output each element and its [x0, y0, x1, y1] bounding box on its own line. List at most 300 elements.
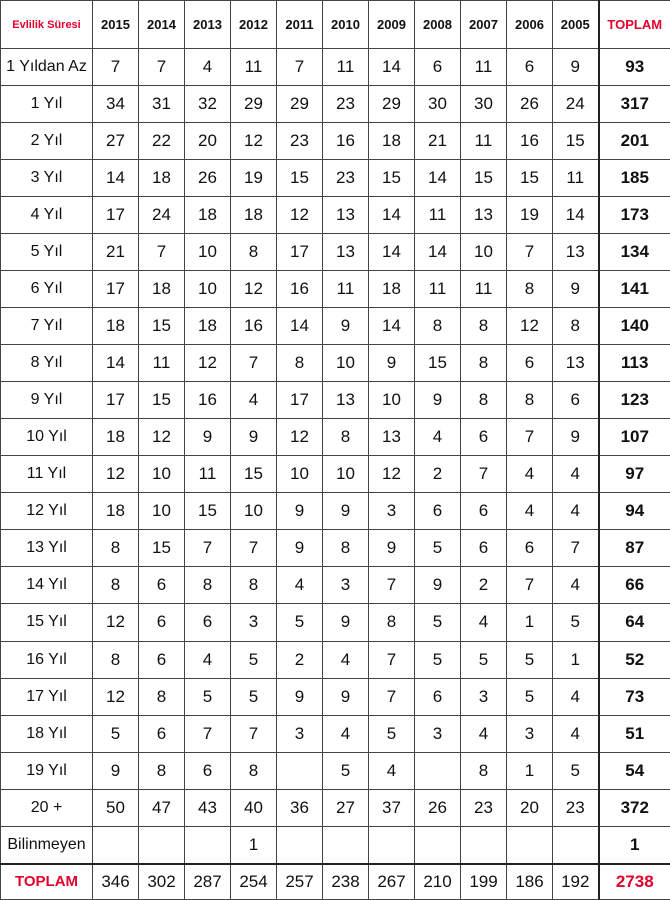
- row-label: 19 Yıl: [1, 752, 93, 789]
- table-cell: 7: [507, 234, 553, 271]
- table-cell: 3: [415, 715, 461, 752]
- table-cell: 9: [277, 493, 323, 530]
- table-cell: 8: [461, 382, 507, 419]
- footer-cell: 302: [139, 864, 185, 900]
- table-cell: 4: [369, 752, 415, 789]
- table-cell: 16: [185, 382, 231, 419]
- table-cell: 7: [507, 419, 553, 456]
- row-label: 6 Yıl: [1, 271, 93, 308]
- table-cell: 13: [553, 345, 599, 382]
- table-cell: 15: [139, 308, 185, 345]
- table-cell: 12: [93, 456, 139, 493]
- row-label: 18 Yıl: [1, 715, 93, 752]
- table-cell: 8: [461, 752, 507, 789]
- table-cell: 7: [461, 456, 507, 493]
- table-cell: 8: [461, 308, 507, 345]
- table-cell: 4: [461, 715, 507, 752]
- table-cell: 6: [461, 419, 507, 456]
- table-cell: 18: [185, 197, 231, 234]
- corner-header: Evlilik Süresi: [1, 1, 93, 49]
- year-header: 2012: [231, 1, 277, 49]
- table-cell: 18: [231, 197, 277, 234]
- table-cell: 9: [93, 752, 139, 789]
- table-cell: 3: [231, 604, 277, 641]
- table-cell: 11: [323, 49, 369, 86]
- table-cell: 11: [553, 160, 599, 197]
- table-cell: 14: [369, 49, 415, 86]
- table-cell: 8: [277, 345, 323, 382]
- table-cell: 9: [369, 345, 415, 382]
- row-label: 17 Yıl: [1, 678, 93, 715]
- table-cell: 9: [553, 271, 599, 308]
- table-cell: 4: [277, 567, 323, 604]
- table-row: [1, 86, 670, 123]
- table-cell: [185, 826, 231, 863]
- table-cell: 5: [553, 604, 599, 641]
- row-label: 7 Yıl: [1, 308, 93, 345]
- table-cell: 16: [277, 271, 323, 308]
- table-row: [1, 530, 670, 567]
- row-total: 54: [599, 752, 670, 789]
- table-cell: 10: [461, 234, 507, 271]
- table-cell: 1: [507, 752, 553, 789]
- table-cell: 10: [369, 382, 415, 419]
- table-cell: 3: [277, 715, 323, 752]
- table-cell: 6: [185, 604, 231, 641]
- table-cell: 37: [369, 789, 415, 826]
- table-cell: 6: [139, 604, 185, 641]
- table-cell: 6: [507, 530, 553, 567]
- table-cell: 12: [231, 123, 277, 160]
- table-cell: 14: [93, 345, 139, 382]
- table-cell: 32: [185, 86, 231, 123]
- table-cell: 6: [507, 49, 553, 86]
- table-cell: 8: [507, 382, 553, 419]
- row-total: 87: [599, 530, 670, 567]
- table-cell: 12: [277, 419, 323, 456]
- table-cell: 13: [323, 234, 369, 271]
- table-cell: 18: [93, 419, 139, 456]
- table-cell: 18: [93, 493, 139, 530]
- table-cell: 8: [231, 752, 277, 789]
- row-total: 107: [599, 419, 670, 456]
- table-cell: 16: [323, 123, 369, 160]
- table-cell: 12: [93, 678, 139, 715]
- table-cell: 8: [93, 567, 139, 604]
- table-cell: 24: [139, 197, 185, 234]
- table-cell: 6: [139, 641, 185, 678]
- table-cell: 7: [185, 715, 231, 752]
- row-total: 317: [599, 86, 670, 123]
- table-cell: 10: [185, 234, 231, 271]
- table-cell: 5: [507, 678, 553, 715]
- table-cell: 15: [139, 530, 185, 567]
- table-cell: 1: [553, 641, 599, 678]
- table-cell: 15: [231, 456, 277, 493]
- table-cell: 30: [461, 86, 507, 123]
- table-cell: 4: [323, 641, 369, 678]
- year-header: 2011: [277, 1, 323, 49]
- table-cell: 47: [139, 789, 185, 826]
- table-cell: 3: [369, 493, 415, 530]
- table-cell: 5: [553, 752, 599, 789]
- table-cell: 10: [277, 456, 323, 493]
- table-cell: 15: [461, 160, 507, 197]
- table-cell: 5: [415, 641, 461, 678]
- year-header: 2005: [553, 1, 599, 49]
- table-cell: 15: [139, 382, 185, 419]
- table-cell: 19: [231, 160, 277, 197]
- table-cell: 10: [323, 456, 369, 493]
- row-label: 3 Yıl: [1, 160, 93, 197]
- table-cell: 21: [93, 234, 139, 271]
- table-cell: 14: [277, 308, 323, 345]
- table-cell: [461, 826, 507, 863]
- row-total: 94: [599, 493, 670, 530]
- table-cell: 4: [553, 493, 599, 530]
- row-label: 14 Yıl: [1, 567, 93, 604]
- table-row: [1, 49, 670, 86]
- table-cell: 9: [323, 604, 369, 641]
- table-cell: 1: [231, 826, 277, 863]
- year-header: 2008: [415, 1, 461, 49]
- table-cell: 7: [369, 678, 415, 715]
- table-cell: 15: [415, 345, 461, 382]
- table-cell: 10: [231, 493, 277, 530]
- table-row: [1, 123, 670, 160]
- table-cell: 4: [507, 493, 553, 530]
- table-cell: [323, 826, 369, 863]
- table-cell: 34: [93, 86, 139, 123]
- footer-cell: 199: [461, 864, 507, 900]
- table-row: [1, 382, 670, 419]
- table-row: [1, 789, 670, 826]
- table-cell: 6: [415, 49, 461, 86]
- table-cell: 14: [369, 308, 415, 345]
- table-cell: 7: [185, 530, 231, 567]
- table-cell: 9: [323, 308, 369, 345]
- table-cell: 8: [231, 567, 277, 604]
- table-cell: 5: [507, 641, 553, 678]
- row-label: 15 Yıl: [1, 604, 93, 641]
- row-total: 185: [599, 160, 670, 197]
- table-row: [1, 345, 670, 382]
- table-cell: 4: [185, 641, 231, 678]
- table-row: [1, 604, 670, 641]
- table-cell: 29: [369, 86, 415, 123]
- table-cell: 8: [553, 308, 599, 345]
- table-cell: [553, 826, 599, 863]
- row-label: 10 Yıl: [1, 419, 93, 456]
- table-cell: 12: [507, 308, 553, 345]
- table-cell: 9: [553, 419, 599, 456]
- row-total: 141: [599, 271, 670, 308]
- table-cell: 12: [185, 345, 231, 382]
- table-cell: 9: [277, 530, 323, 567]
- footer-cell: 267: [369, 864, 415, 900]
- table-cell: 6: [185, 752, 231, 789]
- table-cell: 10: [139, 456, 185, 493]
- table-cell: 7: [369, 641, 415, 678]
- row-total: 173: [599, 197, 670, 234]
- table-cell: 13: [553, 234, 599, 271]
- table-cell: 14: [369, 234, 415, 271]
- table-cell: 26: [507, 86, 553, 123]
- footer-cell: 186: [507, 864, 553, 900]
- row-label: 13 Yıl: [1, 530, 93, 567]
- table-cell: 8: [507, 271, 553, 308]
- table-cell: 5: [369, 715, 415, 752]
- footer-cell: 254: [231, 864, 277, 900]
- table-cell: 4: [415, 419, 461, 456]
- row-label: 20 +: [1, 789, 93, 826]
- table-cell: 8: [231, 234, 277, 271]
- year-header: 2007: [461, 1, 507, 49]
- table-cell: 8: [415, 308, 461, 345]
- table-cell: 7: [231, 715, 277, 752]
- header-row: [1, 1, 670, 49]
- table-cell: 13: [461, 197, 507, 234]
- table-cell: 43: [185, 789, 231, 826]
- table-cell: 9: [369, 530, 415, 567]
- row-label: 4 Yıl: [1, 197, 93, 234]
- row-label: 1 Yıldan Az: [1, 49, 93, 86]
- table-cell: 4: [553, 678, 599, 715]
- table-row: [1, 308, 670, 345]
- table-cell: 27: [93, 123, 139, 160]
- table-cell: 24: [553, 86, 599, 123]
- table-cell: 6: [461, 530, 507, 567]
- table-cell: 17: [93, 382, 139, 419]
- year-header: 2006: [507, 1, 553, 49]
- table-cell: 29: [231, 86, 277, 123]
- table-cell: [277, 826, 323, 863]
- table-cell: 18: [93, 308, 139, 345]
- year-header: 2013: [185, 1, 231, 49]
- table-cell: 8: [185, 567, 231, 604]
- row-label: 11 Yıl: [1, 456, 93, 493]
- table-cell: 12: [277, 197, 323, 234]
- table-cell: 3: [323, 567, 369, 604]
- table-cell: 5: [185, 678, 231, 715]
- table-cell: 16: [507, 123, 553, 160]
- table-cell: 13: [323, 382, 369, 419]
- table-cell: 4: [553, 456, 599, 493]
- year-header: 2009: [369, 1, 415, 49]
- table-cell: 27: [323, 789, 369, 826]
- table-cell: 11: [461, 271, 507, 308]
- table-cell: 7: [231, 345, 277, 382]
- table-cell: 9: [415, 567, 461, 604]
- row-total: 134: [599, 234, 670, 271]
- table-cell: 9: [415, 382, 461, 419]
- row-total: 64: [599, 604, 670, 641]
- row-label: 12 Yıl: [1, 493, 93, 530]
- table-cell: 11: [231, 49, 277, 86]
- table-cell: 17: [277, 234, 323, 271]
- table-cell: 6: [461, 493, 507, 530]
- table-row: [1, 456, 670, 493]
- table-cell: 8: [93, 530, 139, 567]
- table-cell: 50: [93, 789, 139, 826]
- table-cell: [139, 826, 185, 863]
- table-cell: 9: [323, 493, 369, 530]
- table-row: [1, 752, 670, 789]
- row-total: 113: [599, 345, 670, 382]
- table-cell: 7: [369, 567, 415, 604]
- table-cell: 11: [461, 123, 507, 160]
- row-label: 8 Yıl: [1, 345, 93, 382]
- table-row: [1, 160, 670, 197]
- table-cell: 12: [231, 271, 277, 308]
- table-row: [1, 678, 670, 715]
- table-cell: 15: [507, 160, 553, 197]
- table-cell: 18: [369, 271, 415, 308]
- table-cell: 9: [323, 678, 369, 715]
- table-cell: 8: [461, 345, 507, 382]
- table-cell: 9: [231, 419, 277, 456]
- footer-cell: 192: [553, 864, 599, 900]
- total-header: TOPLAM: [599, 1, 670, 49]
- table-cell: 40: [231, 789, 277, 826]
- table-row: [1, 567, 670, 604]
- table-cell: 3: [507, 715, 553, 752]
- table-cell: 8: [139, 678, 185, 715]
- table-cell: 15: [553, 123, 599, 160]
- table-cell: 5: [415, 604, 461, 641]
- row-label: 5 Yıl: [1, 234, 93, 271]
- table-row: [1, 197, 670, 234]
- table-cell: 23: [277, 123, 323, 160]
- row-total: 52: [599, 641, 670, 678]
- table-cell: 6: [415, 493, 461, 530]
- row-label: 16 Yıl: [1, 641, 93, 678]
- table-cell: 29: [277, 86, 323, 123]
- table-cell: 4: [461, 604, 507, 641]
- table-cell: 4: [553, 715, 599, 752]
- table-cell: 18: [185, 308, 231, 345]
- table-cell: 17: [277, 382, 323, 419]
- table-cell: 20: [185, 123, 231, 160]
- table-cell: 18: [139, 271, 185, 308]
- table-cell: 5: [231, 678, 277, 715]
- table-cell: 7: [277, 49, 323, 86]
- table-cell: 14: [415, 160, 461, 197]
- table-cell: 11: [461, 49, 507, 86]
- row-total: 1: [599, 826, 670, 863]
- table-cell: 9: [185, 419, 231, 456]
- row-label: 2 Yıl: [1, 123, 93, 160]
- table-cell: 7: [93, 49, 139, 86]
- row-total: 123: [599, 382, 670, 419]
- table-cell: 16: [231, 308, 277, 345]
- row-total: 372: [599, 789, 670, 826]
- row-total: 73: [599, 678, 670, 715]
- table-cell: 9: [553, 49, 599, 86]
- table-cell: 4: [507, 456, 553, 493]
- table-cell: 6: [415, 678, 461, 715]
- table-cell: 2: [415, 456, 461, 493]
- table-cell: 8: [323, 530, 369, 567]
- table-cell: 7: [139, 49, 185, 86]
- table-cell: 23: [323, 86, 369, 123]
- table-cell: 6: [139, 715, 185, 752]
- table-cell: 18: [139, 160, 185, 197]
- table-cell: 5: [93, 715, 139, 752]
- table-cell: 14: [553, 197, 599, 234]
- table-cell: 5: [231, 641, 277, 678]
- year-header: 2010: [323, 1, 369, 49]
- row-label: 9 Yıl: [1, 382, 93, 419]
- table-cell: 14: [369, 197, 415, 234]
- table-cell: 23: [323, 160, 369, 197]
- table-cell: 12: [93, 604, 139, 641]
- footer-label: TOPLAM: [1, 864, 93, 900]
- table-cell: 11: [415, 197, 461, 234]
- footer-row: [1, 864, 670, 900]
- table-cell: 23: [461, 789, 507, 826]
- table-row: [1, 715, 670, 752]
- table-cell: 9: [277, 678, 323, 715]
- table-cell: 10: [185, 271, 231, 308]
- table-cell: 6: [553, 382, 599, 419]
- table-row: [1, 271, 670, 308]
- table-cell: 13: [323, 197, 369, 234]
- table-cell: 4: [185, 49, 231, 86]
- table-cell: [277, 752, 323, 789]
- footer-cell: 210: [415, 864, 461, 900]
- table-row: [1, 419, 670, 456]
- footer-cell: 257: [277, 864, 323, 900]
- row-total: 66: [599, 567, 670, 604]
- row-label: 1 Yıl: [1, 86, 93, 123]
- table-cell: 15: [277, 160, 323, 197]
- table-cell: 20: [507, 789, 553, 826]
- table-row: [1, 641, 670, 678]
- table-row: [1, 234, 670, 271]
- table-cell: 26: [185, 160, 231, 197]
- table-cell: 7: [139, 234, 185, 271]
- table-cell: 1: [507, 604, 553, 641]
- table-cell: 22: [139, 123, 185, 160]
- table-row: [1, 493, 670, 530]
- table-cell: 14: [93, 160, 139, 197]
- table-cell: 10: [139, 493, 185, 530]
- table-body: [1, 49, 670, 864]
- row-total: 51: [599, 715, 670, 752]
- table-cell: [507, 826, 553, 863]
- year-header: 2014: [139, 1, 185, 49]
- table-cell: 11: [415, 271, 461, 308]
- table-cell: 7: [231, 530, 277, 567]
- table-cell: 5: [323, 752, 369, 789]
- table-cell: 13: [369, 419, 415, 456]
- table-cell: 3: [461, 678, 507, 715]
- table-cell: 6: [139, 567, 185, 604]
- table-cell: [415, 752, 461, 789]
- table-cell: [415, 826, 461, 863]
- table-cell: 10: [323, 345, 369, 382]
- table-cell: 8: [139, 752, 185, 789]
- table-cell: 7: [553, 530, 599, 567]
- table-cell: 30: [415, 86, 461, 123]
- table-cell: 11: [139, 345, 185, 382]
- footer-cell: 346: [93, 864, 139, 900]
- table-cell: 17: [93, 271, 139, 308]
- table-cell: 23: [553, 789, 599, 826]
- table-cell: 5: [415, 530, 461, 567]
- grand-total: 2738: [599, 864, 670, 900]
